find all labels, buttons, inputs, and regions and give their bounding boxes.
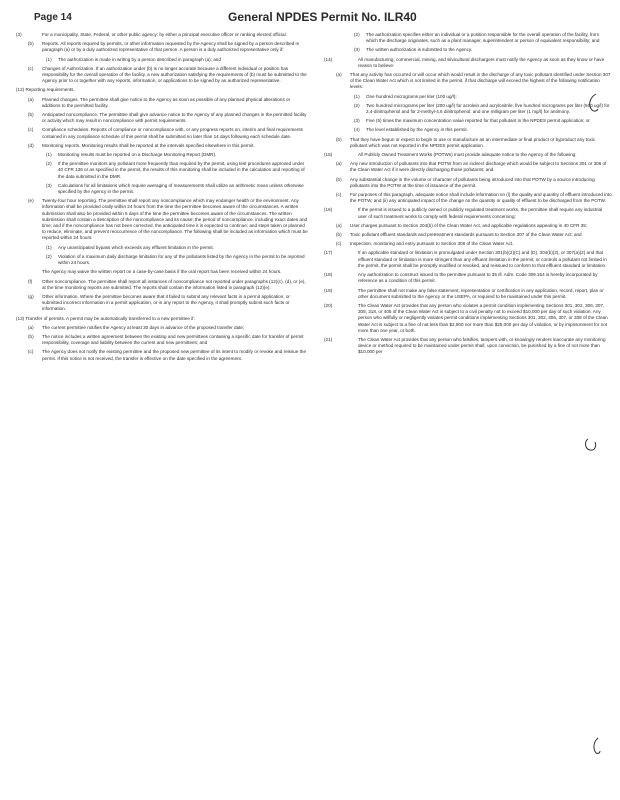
clause-item xyxy=(16,161,308,180)
clause-text: Twenty-four hour reporting. The permittee shall report any noncompliance which may endanger health or the environment. Any information shall be provided orally within 24 hours from the time the permittee becomes aware of the circumstances. A written submission shall also be provided within 5 days of the time the permittee becomes aware of the circumstances. The written submission shall contain a description of the noncompliance and its cause; the period of noncompliance, including exact dates and time; and if the noncompliance has not been corrected, the anticipated time it is expected to continue; and steps taken or planned to reduce, eliminate, and prevent reoccurrence of the noncompliance. The following shall be included as information which must be reported within 24 hours: xyxy=(42,198,308,241)
clause-item xyxy=(16,143,308,149)
clause-label: (2) xyxy=(354,32,360,37)
clause-text: The written authorization is submitted to the Agency. xyxy=(366,47,473,53)
clause-text: Calculations for all limitations which require averaging of measurements shall utilize an arithmetic mean unless otherwise specified by the Agency in the permit. xyxy=(58,182,304,195)
clause-label: (c) xyxy=(336,241,342,247)
clause-label: (12) xyxy=(16,87,25,93)
clause-item xyxy=(16,57,308,63)
clause-item xyxy=(16,152,308,158)
clause-label: (15) xyxy=(324,152,333,158)
clause-text: Anticipated noncompliance. The permittee shall give advance notice to the Agency of any planned changes in the permitted facility or activity which may result in noncompliance with permit requirements. xyxy=(42,112,307,124)
clause-text: If the permittee monitors any pollutant more frequently than required by the permit, using test procedures approved under 40 CFR 136 or as specified in the permit, the results of this monitoring shall be included in the calculation and reporting of the data submitted in the DMR. xyxy=(58,161,305,179)
clause-text: If the permit is issued to a publicly owned or publicly regulated treatment works, the permittee shall require any industrial user of such treatment works to comply with federal requirements concerning: xyxy=(358,207,603,219)
left-column xyxy=(16,32,308,365)
clause-text: That any activity has occurred or will occur which would result in the discharge of any toxic pollutant identified under Section 307 of the Clean Water Act which is not limited in the permit, if that discharge will exceed the highest of the following notification levels: xyxy=(350,72,611,90)
clause-label: (2) xyxy=(46,253,52,259)
clause-label: (b) xyxy=(28,41,34,47)
clause-item xyxy=(324,250,612,269)
clause-item xyxy=(16,245,308,251)
clause-text: Toxic pollutant effluent standards and pretreatment standards pursuant to Section 307 of the Clean Water Act; and xyxy=(350,232,582,238)
clause-label: (a) xyxy=(336,222,342,228)
clause-label: (c) xyxy=(28,127,34,133)
clause-item xyxy=(16,41,308,53)
clause-item xyxy=(16,32,308,38)
clause-item xyxy=(324,118,612,124)
clause-item xyxy=(16,97,308,109)
clause-text: Other information. Where the permittee becomes aware that it failed to submit any relevant facts in a permit application, or submitted incorrect information in a permit application, or in any report to the Agency, it shall promptly submit such facts or information. xyxy=(42,293,290,312)
clause-text: The level established by the Agency in this permit. xyxy=(366,127,468,133)
clause-label: (3) xyxy=(16,32,22,37)
clause-label: (19) xyxy=(324,287,333,293)
clause-label: (3) xyxy=(46,182,52,188)
clause-item xyxy=(324,137,612,149)
clause-text: For purposes of this paragraph, adequate notice shall include information on (i) the quality and quantity of effluent introduced into the POTW, and (ii) any anticipated impact of the change on the quantity or quality of effluent to be discharged from the POTW. xyxy=(350,192,612,204)
clause-text: User charges pursuant to Section 204(b) of the Clean Water Act, and applicable regulations appearing in 40 CFR 35; xyxy=(350,222,588,228)
clause-label: (14) xyxy=(324,56,333,62)
clause-text: Two hundred micrograms per liter (200 ug/l) for acrolein and acrylonitrile; five hundred micrograms per liter (500 ug/l) for 2,4-dinitrophenol and for 2-methyl-4,6 dinitrophenol; and one milligram per liter (1 mg/l) for antimony. xyxy=(366,102,610,115)
clause-text: Changes of Authorization. If an authorization under (b) is no longer accurate because a different individual or position has responsibility for the overall operation of the facility, a new authorization satisfying the requirements of (b) must be submitted to the Agency prior to or together with any reports, information, or applications to be signed by an authorized representative. xyxy=(42,65,307,84)
document-title: General NPDES Permit No. ILR40 xyxy=(228,10,417,24)
clause-label: (b) xyxy=(28,112,34,118)
clause-label: (18) xyxy=(324,272,333,278)
clause-item xyxy=(324,32,612,44)
clause-item xyxy=(324,103,612,115)
clause-label: (2) xyxy=(46,161,52,167)
clause-text: The Clean Water Act provides that any person who violates a permit condition implementing Sections 301, 302, 306, 307, 308, 318, or 405 of the Clean Water Act is subject to a civil penalty not to exceed $10,000 per day of such violation. Any person who willfully or negligently violates permit conditions implementing Sections 301, 302, 306, 307, or 308 of the Clean Water Act is subject to a fine of not less than $2,500 nor more than $25,000 per day of violation, or by imprisonment for not more than one year, or both. xyxy=(358,302,608,333)
clause-text: Any substantial change in the volume or character of pollutants being introduced into that POTW by a source introducing pollutants into the POTW at the time of issuance of the permit. xyxy=(350,176,595,188)
clause-item xyxy=(324,337,612,356)
clause-label: (1) xyxy=(354,93,360,99)
clause-text: The Clean Water Act provides that any person who falsifies, tampers with, or knowingly renders inaccurate any monitoring device or method required to be maintained under permit shall, upon conviction, be punished by a fine of not more than $10,000 per xyxy=(358,336,606,355)
clause-label: (b) xyxy=(336,232,342,238)
clause-label: (a) xyxy=(28,96,34,102)
margin-mark-icon xyxy=(582,436,600,454)
clause-item xyxy=(324,177,612,189)
clause-label: (a) xyxy=(336,161,342,167)
clause-text: Any authorization to construct issued to the permittee pursuant to 35 Ill. Adm. Code 309.154 is hereby incorporated by reference as a condition of this permit. xyxy=(358,272,598,284)
clause-text: Monitoring results must be reported on a Discharge Monitoring Report (DMR). xyxy=(58,152,217,158)
clause-text: The Agency may waive the written report on a case-by-case basis if the oral report has been received within 24 hours. xyxy=(42,269,282,275)
clause-text: Other noncompliance. The permittee shall report all instances of noncompliance not reported under paragraphs (12)(c), (d), or (e), at the time monitoring reports are submitted. The reports shall contain the information listed in paragraph (12)(e). xyxy=(42,278,306,290)
clause-label: (13) xyxy=(16,315,25,321)
clause-item xyxy=(16,254,308,266)
clause-item xyxy=(16,127,308,139)
clause-label: (1) xyxy=(46,244,52,250)
clause-label: (g) xyxy=(28,293,34,299)
clause-label: (4) xyxy=(354,127,360,133)
clause-item xyxy=(324,288,612,300)
clause-label: (1) xyxy=(46,56,52,62)
clause-item xyxy=(324,152,612,158)
clause-text: If an applicable standard or limitation is promulgated under Section 301(b)(2)(C) and (D), 304(b)(2), or 307(a)(2) and that effluent standard or limitation is more stringent than any effluent limitation in the permit, or controls a pollutant not limited in the permit, the permit shall be promptly modified or revoked, and reissued to conform to that effluent standard or limitation. xyxy=(358,250,607,268)
clause-text: The authorization is made in writing by a person described in paragraph (a); and xyxy=(58,56,221,62)
clause-text: Inspection, monitoring and entry pursuant to Section 308 of the Clean Water Act. xyxy=(350,241,514,247)
clause-item xyxy=(324,241,612,247)
clause-item xyxy=(324,192,612,204)
clause-label: (b) xyxy=(28,333,34,339)
clause-item xyxy=(324,303,612,334)
clause-text: Compliance schedules. Reports of compliance or noncompliance with, or any progress reports on, interim and final requirements contained in any compliance schedule of this permit shall be submitted no later than 14 days following each schedule date. xyxy=(42,127,303,139)
clause-label: (a) xyxy=(28,324,34,330)
clause-text: The notice includes a written agreement between the existing and new permittees containing a specific date for transfer of permit responsibility, coverage and liability between the current and new permittees; and xyxy=(42,333,304,346)
clause-item xyxy=(16,198,308,241)
clause-text: Violation of a maximum daily discharge limitation for any of the pollutants listed by the Agency in the permit to be reported within 24 hours. xyxy=(58,253,305,266)
clause-label: (20) xyxy=(324,302,333,308)
clause-label: (f) xyxy=(28,278,33,284)
margin-mark-icon xyxy=(590,736,602,756)
clause-label: (c) xyxy=(28,65,34,71)
clause-text: The permittee shall not make any false statement, representation or certification in any application, record, report, plan or other document submitted to the Agency or the USEPA, or required to be maintained under this permit. xyxy=(358,287,604,299)
clause-item xyxy=(16,183,308,195)
clause-label: (3) xyxy=(354,118,360,124)
clause-label: (b) xyxy=(336,136,342,142)
clause-item xyxy=(16,66,308,85)
clause-item xyxy=(324,47,612,53)
clause-item xyxy=(16,334,308,346)
clause-item xyxy=(16,349,308,361)
clause-label: (2) xyxy=(354,102,360,108)
clause-item xyxy=(324,232,612,238)
clause-text: Transfer of permits. A permit may be automatically transferred to a new permittee if: xyxy=(25,315,195,321)
clause-text: One hundred micrograms per liter (100 ug/l); xyxy=(366,93,457,99)
clause-label: (17) xyxy=(324,250,333,256)
clause-text: The Agency does not notify the existing permittee and the proposed new permittee of its intent to modify or revoke and reissue the permit. If this notice is not received, the transfer is effective on the date specified in the agreement. xyxy=(42,349,307,361)
clause-label: (a) xyxy=(336,72,342,78)
clause-item xyxy=(16,87,308,93)
clause-text: Any unanticipated bypass which exceeds any effluent limitation in the permit. xyxy=(58,244,214,250)
clause-label: (3) xyxy=(354,47,360,53)
clause-text: For a municipality, State, Federal, or other public agency: by either a principal executive officer or ranking elected official. xyxy=(42,32,287,37)
clause-text: Any new introduction of pollutants into that POTW from an indirect discharge which would be subject to Sections 301 or 306 of the Clean Water Act if it were directly discharging those pollutants; and xyxy=(350,161,607,173)
clause-text: Planned changes. The permittee shall give notice to the Agency as soon as possible of any planned physical alterations or additions to the permitted facility. xyxy=(42,96,291,108)
clause-text: Reporting requirements. xyxy=(25,87,75,93)
clause-item xyxy=(16,325,308,331)
clause-item xyxy=(324,272,612,284)
clause-item xyxy=(16,269,308,275)
clause-item xyxy=(324,127,612,133)
clause-label: (1) xyxy=(46,152,52,158)
clause-item xyxy=(324,72,612,91)
clause-item xyxy=(324,94,612,100)
page-number: Page 14 xyxy=(34,12,72,23)
clause-text: That they have begun or expect to begin to use or manufacture as an intermediate or final product or byproduct any toxic pollutant which was not reported in the NPDES permit application. xyxy=(350,136,596,148)
clause-text: Five (5) times the maximum concentration value reported for that pollutant in the NPDES permit application; or xyxy=(366,118,590,124)
clause-text: Reports. All reports required by permits, or other information requested by the Agency shall be signed by a person described in paragraph (a) or by a duly authorized representative of that person. A person is a duly authorized representative only if: xyxy=(42,41,300,53)
clause-item xyxy=(324,161,612,173)
margin-mark-icon xyxy=(586,92,600,114)
clause-label: (b) xyxy=(336,176,342,182)
clause-label: (c) xyxy=(336,192,342,198)
clause-item xyxy=(324,57,612,69)
clause-text: All manufacturing, commercial, mining, and silvicultural dischargers must notify the Agency as soon as they know or have reason to believe: xyxy=(358,56,605,68)
clause-item xyxy=(16,112,308,124)
clause-text: Monitoring reports. Monitoring results shall be reported at the intervals specified elsewhere in this permit. xyxy=(42,142,255,148)
clause-label: (16) xyxy=(324,207,333,213)
clause-item xyxy=(16,294,308,313)
clause-label: (c) xyxy=(28,349,34,355)
clause-label: (21) xyxy=(324,336,333,342)
clause-label: (e) xyxy=(28,198,34,204)
clause-label: (d) xyxy=(28,142,34,148)
clause-item xyxy=(16,316,308,322)
clause-text: The current permittee notifies the Agency at least 30 days in advance of the proposed transfer date; xyxy=(42,324,245,330)
clause-item xyxy=(324,223,612,229)
clause-text: The authorization specifies either an individual or a position responsible for the overall operation of the facility, from which the discharge originates, such as a plant manager, superintendent or person of equivalent responsibility; and xyxy=(366,32,600,44)
clause-text: All Publicly Owned Treatment Works (POTWs) must provide adequate notice to the Agency of the following: xyxy=(358,152,577,158)
right-column xyxy=(324,32,612,359)
clause-item xyxy=(324,207,612,219)
clause-item xyxy=(16,279,308,291)
